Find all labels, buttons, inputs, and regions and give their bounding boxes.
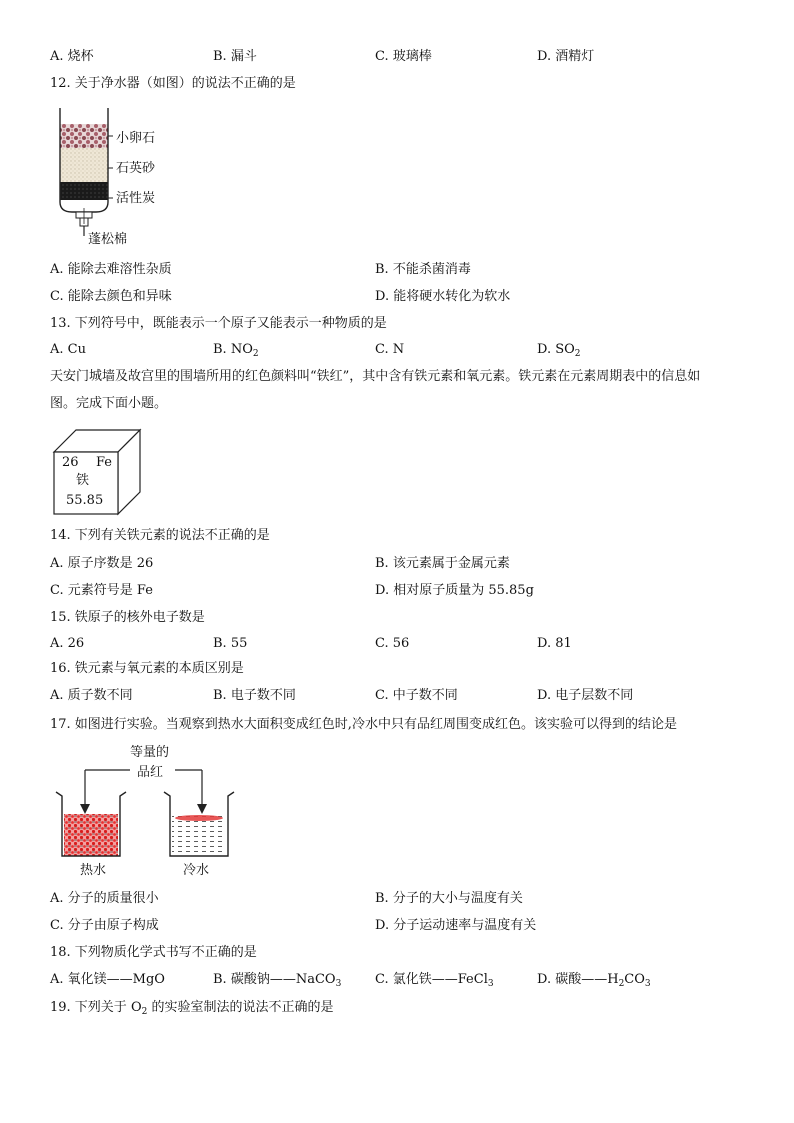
q13-stem: 13. 下列符号中，既能表示一个原子又能表示一种物质的是 — [50, 316, 387, 331]
label-cold-water: 冷水 — [183, 863, 210, 878]
label-hot-water: 热水 — [80, 863, 107, 878]
q13-option-a: A. Cu — [50, 342, 86, 357]
q18-option-a: A. 氧化镁——MgO — [50, 972, 165, 987]
q12-option-b: B. 不能杀菌消毒 — [375, 262, 471, 277]
q14-stem: 14. 下列有关铁元素的说法不正确的是 — [50, 528, 270, 543]
q13-option-c: C. N — [375, 342, 405, 357]
pink-dye-spot — [175, 815, 223, 821]
q12-stem: 12. 关于净水器（如图）的说法不正确的是 — [50, 76, 296, 91]
q13-option-d: D. $SO_2$ — [537, 342, 581, 359]
element-name: 铁 — [76, 473, 90, 488]
arrow-head-cold — [197, 804, 207, 814]
intro-line-1: 天安门城墙及故宫里的围墙所用的红色颜料叫“铁红”，其中含有铁元素和氧元素。铁元素在元素周期表中的信息如 — [50, 369, 701, 384]
pebble-layer — [60, 124, 108, 148]
q18-option-b: B. 碳酸钠——NaCO$_3$ — [213, 972, 342, 989]
q14-option-b: B. 该元素属于金属元素 — [375, 556, 510, 571]
hot-water — [64, 814, 118, 856]
q18-stem: 18. 下列物质化学式书写不正确的是 — [50, 945, 257, 960]
q12-option-c: C. 能除去颜色和异味 — [50, 289, 172, 304]
label-pebbles: 小卵石 — [116, 131, 156, 146]
q17-stem: 17. 如图进行实验。当观察到热水大面积变成红色时,冷水中只有品红周围变成红色。该实验可以得到的结论是 — [50, 717, 677, 732]
q14-option-d: D. 相对原子质量为 55.85g — [375, 583, 534, 598]
q12-option-d: D. 能将硬水转化为软水 — [375, 289, 511, 304]
quartz-sand-layer — [60, 148, 108, 182]
q15-option-a: A. 26 — [50, 636, 85, 651]
q18-option-d: D. 碳酸$——H_2CO_3$ — [537, 972, 651, 989]
q17-option-c: C. 分子由原子构成 — [50, 918, 159, 933]
q16-stem: 16. 铁元素与氧元素的本质区别是 — [50, 661, 244, 676]
q17-option-b: B. 分子的大小与温度有关 — [375, 891, 523, 906]
q14-option-c: C. 元素符号是 Fe — [50, 583, 153, 598]
q16-option-a: A. 质子数不同 — [50, 688, 133, 703]
activated-carbon-layer — [60, 182, 108, 200]
arrow-head-hot — [80, 804, 90, 814]
q19-stem: 19. 下列关于 $O_2$ 的实验室制法的说法不正确的是 — [50, 1000, 334, 1017]
q11-option-d: D. 酒精灯 — [537, 49, 595, 64]
q14-option-a: A. 原子序数是 26 — [50, 556, 154, 571]
element-atomic-mass: 55.85 — [66, 493, 104, 508]
intro-line-2: 图。完成下面小题。 — [50, 396, 168, 411]
q15-option-c: C. 56 — [375, 636, 410, 651]
element-symbol: Fe — [96, 455, 113, 470]
q17-option-d: D. 分子运动速率与温度有关 — [375, 918, 537, 933]
q15-option-b: B. 55 — [213, 636, 248, 651]
element-atomic-number: 26 — [62, 455, 79, 470]
q16-option-b: B. 电子数不同 — [213, 688, 296, 703]
q11-option-a: A. 烧杯 — [50, 49, 94, 64]
q12-option-a: A. 能除去难溶性杂质 — [50, 262, 172, 277]
q13-option-b: B. $NO_2$ — [213, 342, 259, 359]
label-quartz-sand: 石英砂 — [116, 161, 156, 176]
diffusion-beakers-figure — [50, 764, 240, 864]
q16-option-c: C. 中子数不同 — [375, 688, 458, 703]
q15-stem: 15. 铁原子的核外电子数是 — [50, 610, 205, 625]
label-cotton: 蓬松棉 — [88, 232, 128, 247]
q18-option-c: C. 氯化铁——FeCl$_3$ — [375, 972, 494, 989]
label-activated-carbon: 活性炭 — [116, 191, 156, 206]
q16-option-d: D. 电子层数不同 — [537, 688, 634, 703]
figure-label-pinkish-red: 品红 — [137, 765, 164, 780]
q15-option-d: D. 81 — [537, 636, 572, 651]
q11-option-b: B. 漏斗 — [213, 49, 257, 64]
q17-option-a: A. 分子的质量很小 — [50, 891, 159, 906]
q11-option-c: C. 玻璃棒 — [375, 49, 432, 64]
figure-label-equal-amount: 等量的 — [130, 745, 170, 760]
